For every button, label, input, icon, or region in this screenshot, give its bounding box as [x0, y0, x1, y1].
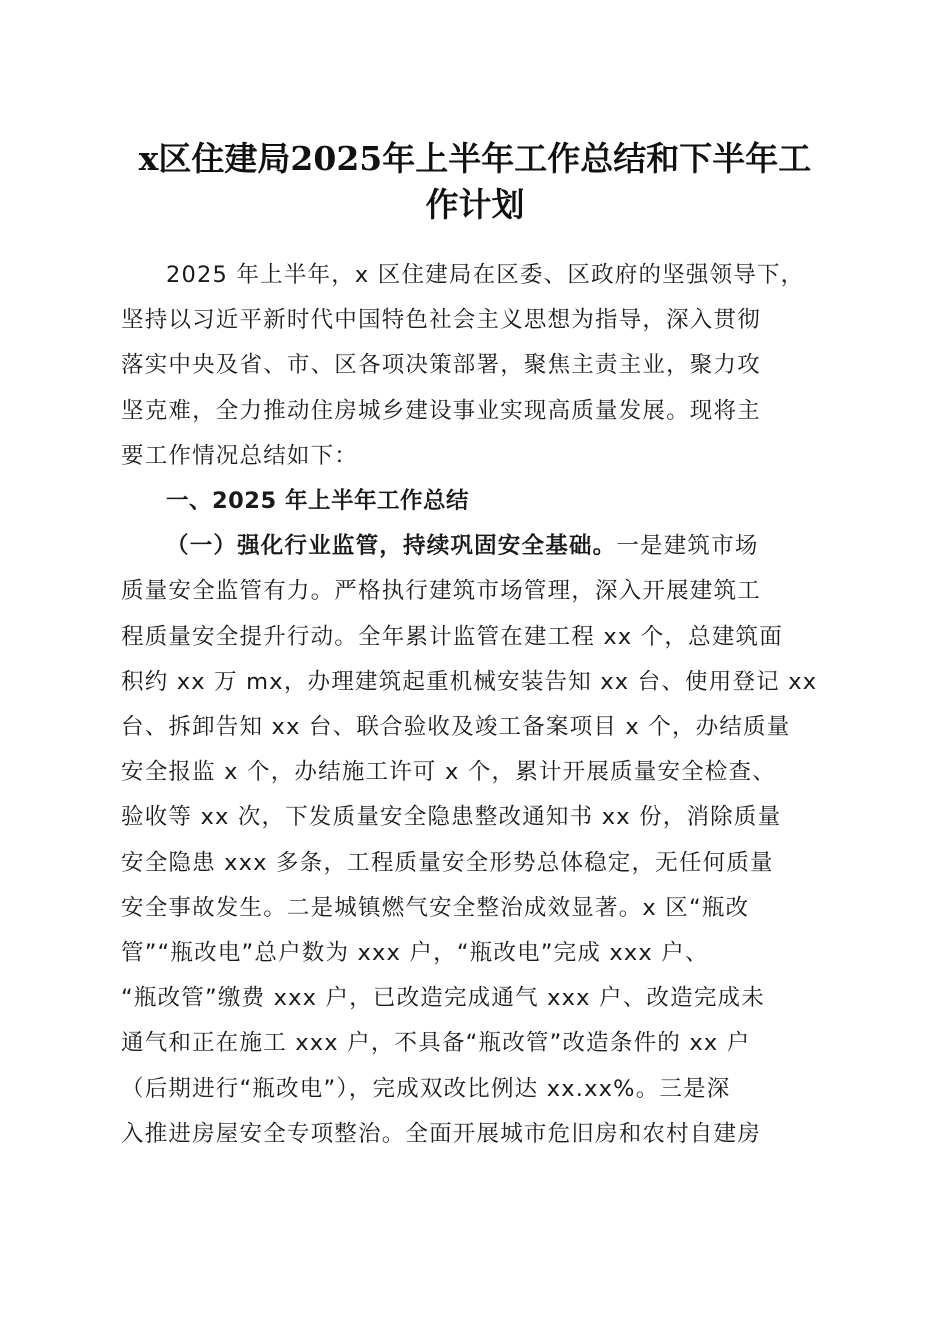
intro-line: 2025 年上半年，x 区住建局在区委、区政府的坚强领导下， [166, 262, 805, 288]
section1-line: 积约 xx 万 mx，办理建筑起重机械安装告知 xx 台、使用登记 xx [121, 668, 818, 695]
title-line-1: x区住建局2025年上半年工作总结和下半年工 [138, 139, 812, 178]
section1-line: 质量安全监管有力。严格执行建筑市场管理，深入开展建筑工 [121, 578, 761, 605]
section1-first-line [121, 524, 831, 569]
section1-paragraph [121, 524, 831, 1157]
section1-line: 入推进房屋安全专项整治。全面开展城市危旧房和农村自建房 [121, 1120, 761, 1147]
section1-line: 管”“瓶改电”总户数为 xxx 户，“瓶改电”完成 xxx 户、 [121, 940, 709, 967]
document-title [100, 136, 850, 228]
document-body [121, 253, 831, 1157]
section1-line: 通气和正在施工 xxx 户，不具备“瓶改管”改造条件的 xx 户 [121, 1030, 751, 1057]
section1-line: （后期进行“瓶改电”），完成双改比例达 xx.xx%。三是深 [121, 1075, 731, 1102]
subsection-text-start: 一是建筑市场 [616, 533, 759, 560]
intro-line: 要工作情况总结如下： [121, 442, 359, 469]
section-heading-1 [121, 479, 831, 524]
section1-line: 验收等 xx 次，下发质量安全隐患整改通知书 xx 份，消除质量 [121, 804, 782, 831]
section1-line: 安全报监 x 个，办结施工许可 x 个，累计开展质量安全检查、 [121, 759, 776, 786]
intro-line: 坚持以习近平新时代中国特色社会主义思想为指导，深入贯彻 [121, 307, 761, 334]
title-line-2: 作计划 [425, 185, 525, 224]
section1-line: 安全隐患 xxx 多条，工程质量安全形势总体稳定，无任何质量 [121, 849, 774, 876]
section1-line: 程质量安全提升行动。全年累计监管在建工程 xx 个，总建筑面 [121, 623, 783, 650]
section1-line: 安全事故发生。二是城镇燃气安全整治成效显著。x 区“瓶改 [121, 894, 750, 921]
section1-line: 台、拆卸告知 xx 台、联合验收及竣工备案项目 x 个，办结质量 [121, 714, 791, 741]
section-heading-text: 一、2025 年上半年工作总结 [166, 488, 469, 515]
intro-paragraph [121, 253, 831, 479]
section1-line: “瓶改管”缴费 xxx 户，已改造完成通气 xxx 户、改造完成未 [121, 985, 765, 1012]
subsection-title: （一）强化行业监管，持续巩固安全基础。 [166, 533, 617, 560]
intro-line: 坚克难，全力推动住房城乡建设事业实现高质量发展。现将主 [121, 397, 761, 424]
intro-line: 落实中央及省、市、区各项决策部署，聚焦主责主业，聚力攻 [121, 352, 761, 379]
